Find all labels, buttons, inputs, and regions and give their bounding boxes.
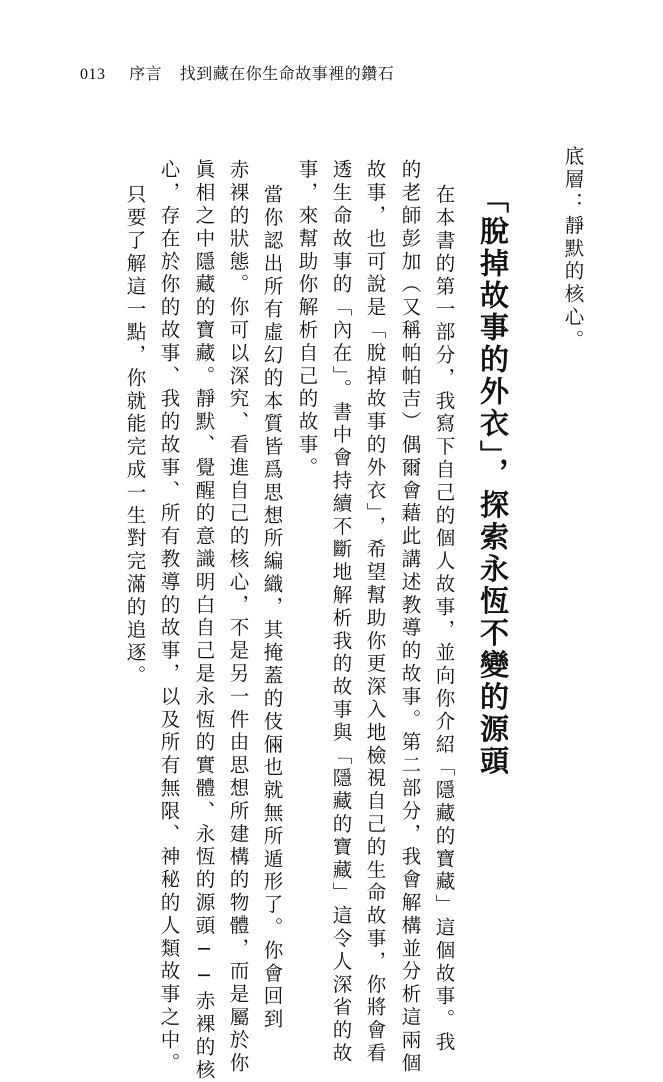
body-line: 的老師彭加（又稱帕帕吉）偶爾會藉此講述教導的故事。第二部分，我會解構並分析這兩個 <box>398 159 422 1075</box>
page-number: 013 <box>80 66 106 83</box>
body-line: 當你認出所有虛幻的本質皆爲思想所編織，其掩蓋的伎倆也就無所遁形了。你會回到 <box>260 184 284 1032</box>
body-line: 在本書的第一部分，我寫下自己的個人故事，並向你介紹「隱藏的寶藏」這個故事。我 <box>432 184 456 1055</box>
section-label: 序言 <box>129 64 163 83</box>
section-heading: 「脫掉故事的外衣」，探索永恆不變的源頭 <box>476 184 510 778</box>
body-line: 眞相之中隱藏的寶藏。靜默、覺醒的意識明白自己是永恆的實體、永恆的源頭──赤裸的核 <box>192 159 216 1082</box>
body-line: 只要了解這一點，你就能完成一生對完滿的追逐。 <box>123 184 147 688</box>
body-line: 故事，也可說是「脫掉故事的外衣」，希望幫助你更深入地檢視自己的生命故事，你將會看 <box>363 159 387 1066</box>
body-line: 事，來幫助你解析自己的故事。 <box>295 159 319 480</box>
chapter-title: 找到藏在你生命故事裡的鑽石 <box>179 64 395 83</box>
body-line: 透生命故事的「內在」。書中會持續不斷地解析我的故事與「隱藏的寶藏」這令人深省的故 <box>329 159 353 1066</box>
body-line: 心，存在於你的故事、我的故事、所有教導的故事，以及所有無限、神秘的人類故事之中。 <box>157 159 181 1075</box>
body-line: 赤裸的狀態。你可以深究、看進自己的核心，不是另一件由思想所建構的物體，而是屬於你 <box>226 159 250 1075</box>
closing-line-previous-section: 底層：靜默的核心。 <box>561 146 585 353</box>
